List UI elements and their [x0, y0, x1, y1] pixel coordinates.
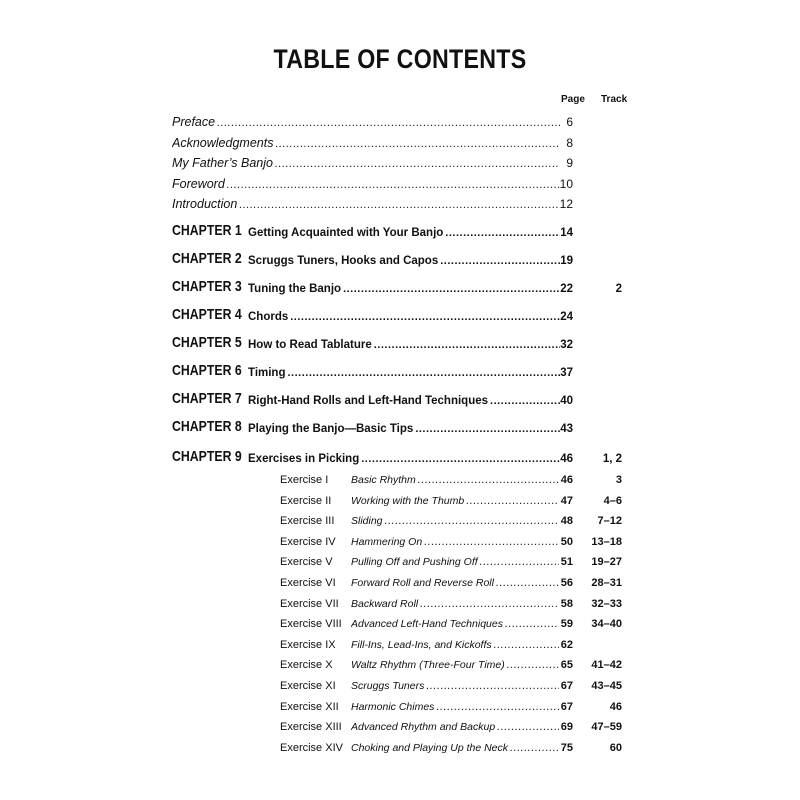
exercise-label: Exercise XIII: [280, 721, 342, 734]
exercise-title: Harmonic Chimes: [351, 700, 435, 713]
front-matter-row[interactable]: [0, 136, 800, 156]
page-number: 48: [560, 515, 573, 528]
chapter-title: Tuning the Banjo: [248, 283, 342, 295]
chapter-title: Getting Acquainted with Your Banjo: [248, 227, 444, 239]
exercise-label: Exercise XI: [280, 680, 336, 692]
page-number: 43: [560, 423, 573, 435]
chapter-leader: [248, 423, 560, 435]
dot-leader: [290, 311, 560, 323]
page-number: 56: [560, 577, 573, 589]
page-number: 67: [560, 700, 573, 713]
page-number: 51: [560, 556, 573, 569]
exercise-title: Waltz Rhythm (Three-Four Time): [351, 659, 505, 672]
chapter-leader: [248, 339, 560, 351]
exercise-title: Fill-Ins, Lead-Ins, and Kickoffs: [351, 638, 492, 651]
dot-leader: [287, 367, 560, 379]
exercise-label: Exercise III: [280, 515, 335, 528]
exercise-leader: [351, 618, 559, 630]
exercise-label: Exercise V: [280, 556, 333, 569]
dot-leader: [217, 117, 560, 129]
exercise-leader: [351, 742, 559, 754]
chapter-title: Playing the Banjo—Basic Tips: [248, 423, 414, 435]
front-matter-title: Introduction: [172, 197, 238, 211]
exercise-row[interactable]: [0, 577, 800, 597]
page-number: 69: [560, 721, 573, 734]
page-number: 24: [560, 311, 573, 323]
chapter-row[interactable]: [0, 392, 800, 412]
exercise-leader: [351, 536, 559, 548]
exercise-label: Exercise X: [280, 659, 333, 672]
chapter-leader: [248, 453, 560, 465]
dot-leader: [239, 199, 560, 211]
exercise-row[interactable]: [0, 556, 800, 576]
exercise-title: Hammering On: [351, 535, 423, 548]
track-number: 43–45: [591, 680, 622, 692]
page-number: 59: [560, 618, 573, 631]
front-matter-title: Preface: [172, 115, 216, 129]
page-number: 10: [559, 177, 573, 191]
chapter-label: CHAPTER 4: [172, 306, 242, 323]
track-number: 13–18: [591, 535, 622, 548]
dot-leader: [227, 179, 560, 191]
front-matter-title: Foreword: [172, 177, 225, 191]
chapter-row[interactable]: [0, 280, 800, 300]
chapter-row[interactable]: [0, 450, 800, 470]
chapter-row[interactable]: [0, 308, 800, 328]
exercise-title: Choking and Playing Up the Neck: [351, 741, 509, 754]
exercise-row[interactable]: [0, 536, 800, 556]
dot-leader: [385, 515, 559, 527]
page-number: 62: [560, 638, 573, 651]
chapter-row[interactable]: [0, 224, 800, 244]
exercise-title: Pulling Off and Pushing Off: [351, 556, 478, 569]
chapter-leader: [248, 395, 560, 407]
exercise-row[interactable]: [0, 680, 800, 700]
exercise-leader: [351, 639, 559, 651]
dot-leader: [436, 701, 559, 713]
page-number: 65: [560, 659, 573, 672]
chapter-label: CHAPTER 7: [172, 390, 242, 407]
front-matter-row[interactable]: [0, 115, 800, 135]
exercise-leader: [351, 474, 559, 486]
exercise-leader: [351, 515, 559, 527]
track-number: 46: [609, 700, 622, 713]
front-matter-row[interactable]: [0, 197, 800, 217]
page-number: 32: [560, 339, 573, 351]
chapter-label: CHAPTER 2: [172, 250, 242, 267]
front-matter-leader: [172, 115, 560, 129]
chapter-title: Chords: [248, 311, 289, 323]
dot-leader: [418, 474, 559, 486]
chapter-leader: [248, 311, 560, 323]
exercise-leader: [351, 701, 559, 713]
exercise-label: Exercise VIII: [280, 618, 342, 631]
page-number: 14: [560, 227, 573, 239]
front-matter-leader: [172, 177, 560, 191]
chapter-label: CHAPTER 6: [172, 362, 242, 379]
track-number: 60: [609, 741, 622, 754]
page-number: 67: [560, 680, 573, 692]
exercise-leader: [351, 680, 559, 692]
exercise-label: Exercise I: [280, 474, 329, 486]
chapter-label: CHAPTER 5: [172, 334, 242, 351]
front-matter-row[interactable]: [0, 156, 800, 176]
exercise-row[interactable]: [0, 701, 800, 721]
chapter-title: Exercises in Picking: [248, 453, 360, 465]
exercise-row[interactable]: [0, 639, 800, 659]
exercise-row[interactable]: [0, 618, 800, 638]
page-number: 75: [560, 741, 573, 754]
exercise-label: Exercise VII: [280, 597, 339, 610]
track-number: 41–42: [591, 659, 622, 672]
page-number: 19: [560, 255, 573, 267]
front-matter-leader: [172, 197, 560, 211]
chapter-title: Right-Hand Rolls and Left-Hand Techniques: [248, 395, 489, 407]
chapter-leader: [248, 255, 560, 267]
page-number: 37: [560, 367, 573, 379]
exercise-title: Backward Roll: [351, 597, 419, 610]
page-number: 40: [560, 395, 573, 407]
page-number: 58: [560, 597, 573, 610]
page-number: 46: [560, 474, 573, 486]
exercise-row[interactable]: [0, 659, 800, 679]
chapter-leader: [248, 283, 560, 295]
exercise-row[interactable]: [0, 721, 800, 741]
track-number: 32–33: [591, 597, 622, 610]
exercise-leader: [351, 659, 559, 671]
exercise-label: Exercise IV: [280, 535, 336, 548]
track-number: 4–6: [603, 494, 622, 507]
chapter-label: CHAPTER 1: [172, 222, 242, 239]
dot-leader: [361, 453, 560, 465]
front-matter-leader: [172, 136, 560, 150]
page-number: 6: [566, 115, 573, 129]
track-number: 34–40: [591, 618, 622, 631]
track-number: 3: [615, 474, 622, 486]
exercise-leader: [351, 577, 559, 589]
page-number: 50: [560, 535, 573, 548]
page-number: 8: [566, 136, 573, 150]
exercise-row[interactable]: [0, 598, 800, 618]
chapter-label: CHAPTER 8: [172, 418, 242, 435]
front-matter-row[interactable]: [0, 177, 800, 197]
front-matter-leader: [172, 156, 560, 170]
track-number: 28–31: [591, 577, 622, 589]
page-number: 9: [566, 156, 573, 170]
exercise-title: Sliding: [351, 515, 383, 528]
track-number: 7–12: [597, 515, 622, 528]
exercise-leader: [351, 556, 559, 568]
chapter-row[interactable]: [0, 336, 800, 356]
chapter-leader: [248, 227, 560, 239]
dot-leader: [424, 536, 559, 548]
dot-leader: [415, 423, 560, 435]
chapter-row[interactable]: [0, 420, 800, 440]
dot-leader: [374, 339, 560, 351]
dot-leader: [420, 598, 559, 610]
exercise-label: Exercise XIV: [280, 741, 343, 754]
front-matter-title: Acknowledgments: [172, 136, 274, 150]
page-number: 22: [560, 283, 573, 295]
exercise-label: Exercise VI: [280, 577, 336, 589]
exercise-row[interactable]: [0, 474, 800, 494]
dot-leader: [343, 283, 560, 295]
exercise-title: Working with the Thumb: [351, 494, 465, 507]
chapter-row[interactable]: [0, 252, 800, 272]
track-number: 47–59: [591, 721, 622, 734]
exercise-title: Advanced Rhythm and Backup: [351, 721, 496, 734]
exercise-row[interactable]: [0, 742, 800, 762]
page-column-header: Page: [561, 94, 585, 105]
front-matter-title: My Father’s Banjo: [172, 156, 273, 170]
chapter-label: CHAPTER 9: [172, 448, 242, 465]
exercise-row[interactable]: [0, 495, 800, 515]
chapter-title: How to Read Tablature: [248, 339, 372, 351]
chapter-title: Scruggs Tuners, Hooks and Capos: [248, 255, 439, 267]
dot-leader: [275, 138, 560, 150]
chapter-leader: [248, 367, 560, 379]
exercise-title: Forward Roll and Reverse Roll: [351, 577, 494, 589]
exercise-label: Exercise II: [280, 494, 332, 507]
track-number: 19–27: [591, 556, 622, 569]
exercise-label: Exercise XII: [280, 700, 339, 713]
page-number: 12: [559, 197, 573, 211]
chapter-label: CHAPTER 3: [172, 278, 242, 295]
exercise-leader: [351, 598, 559, 610]
exercise-leader: [351, 721, 559, 733]
track-column-header: Track: [601, 94, 628, 105]
track-number: 1, 2: [602, 453, 622, 465]
exercise-title: Scruggs Tuners: [351, 680, 425, 692]
page-number: 47: [560, 494, 573, 507]
page-number: 46: [560, 453, 573, 465]
exercise-row[interactable]: [0, 515, 800, 535]
chapter-title: Timing: [248, 367, 286, 379]
dot-leader: [426, 680, 559, 692]
exercise-title: Advanced Left-Hand Techniques: [351, 618, 503, 631]
chapter-row[interactable]: [0, 364, 800, 384]
page-title: TABLE OF CONTENTS: [273, 44, 527, 74]
dot-leader: [275, 158, 560, 170]
exercise-leader: [351, 495, 559, 507]
exercise-label: Exercise IX: [280, 638, 336, 651]
exercise-title: Basic Rhythm: [351, 474, 416, 486]
track-number: 2: [615, 283, 622, 295]
